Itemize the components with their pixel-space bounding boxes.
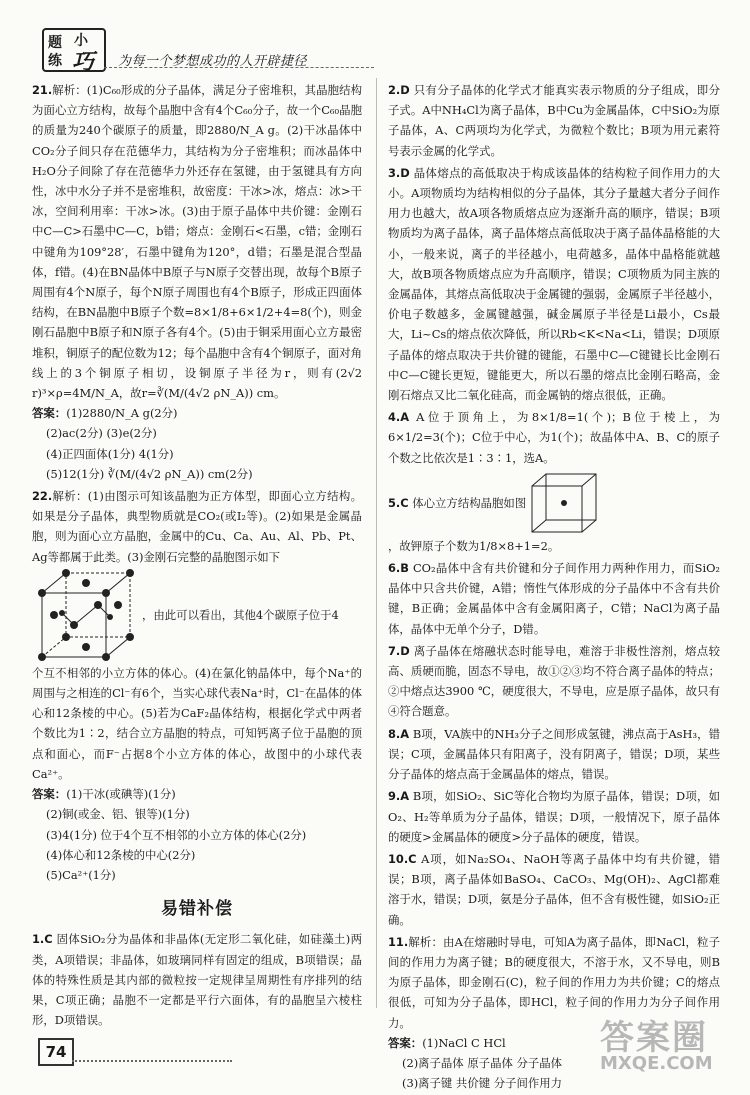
answer-label: 答案：: [32, 406, 67, 421]
answer-item-7: [388, 641, 720, 722]
answer-item-b1: [32, 929, 362, 1030]
answer-label: 答案：: [388, 1035, 423, 1050]
explanation-text: A位于顶角上，为8×1/8=1(个)；B位于棱上，为6×1/2=3(个)；C位于中心，为1(个)；故晶体中A、B、C的原子个数之比依次是1∶3∶1，选A。: [388, 410, 720, 465]
answer-line: (1)2880/N_A g(2分): [66, 406, 178, 421]
bcc-figure-row: [388, 470, 720, 536]
item-number: 6.B: [388, 561, 409, 576]
answer-line: (3)离子键 共价键 分子间作用力: [402, 1076, 563, 1091]
item-number: 22.: [32, 489, 53, 504]
item-number: 21.: [32, 83, 53, 97]
section-title: 易错补偿: [161, 899, 233, 920]
answer-item-2: [388, 80, 720, 161]
answer-line: (5)12(1分) ∛(M/(4√2 ρN_A)) cm(2分): [46, 466, 253, 481]
answer-item-10: [388, 849, 720, 930]
bcc-unit-cell-diagram: [526, 470, 602, 536]
item-number: 1.C: [32, 932, 53, 947]
explanation-text: 解析：由A在熔融时导电，可知A为离子晶体，即NaCl，粒子间的作用力为离子键；B的硬度很大，不溶于水，又不导电，则B为原子晶体，即金刚石(C)，粒子间的作用力为共价键；C的熔点很低，可知为分子晶体，即HCl，粒子间的作用力为分子间作用力。: [388, 934, 720, 1030]
explanation-text: 解析：(1)C₆₀形成的分子晶体，满足分子密堆积，其晶胞结构为面心立方结构，故每个晶胞中含有4个C₆₀分子，故一个C₆₀晶胞的质量为240个碳原子的质量，即2880/N_A g。(2)干冰晶体中CO₂分子间只存在范德华力，其结构为分子密堆积；而冰晶体中H₂O分子间除了存在范德华力外还存在氢键，由于氢键具有方向性，冰中水分子并不是密堆积，故密度：干冰>冰，熔点：冰>干冰，空间利用率：干冰>冰。(3)由于原子晶体中共价键：金刚石中C—C>石墨中C—C，b错；熔点：金刚石<石墨，c错；金刚石中键角为109°28′，石墨中键角为120°，d错；石墨是混合型晶体，f错。(4)在BN晶体中B原子与N原子交替出现，故每个B原子周围有4个N原子，每个N原子周围也有4个B原子，形成正四面体结构，在BN晶胞中B原子个数=8×1/8+6×1/2+4=8(个)，则金刚石晶胞中B原子和N原子各有4个。(5)由于铜采用面心立方最密堆积，铜原子的配位数为12；每个晶胞中含有4个铜原子，面对角线上的3个铜原子相切，设铜原子半径为r，则有(2√2 r)³×ρ=4M/N_A，故r=∛(M/(4√2 ρN_A)) cm。: [32, 83, 362, 401]
logo-char-qiao: 巧: [72, 50, 95, 75]
explanation-text: 只有分子晶体的化学式才能真实表示物质的分子组成，即分子式。A中NH₄Cl为离子晶体，B中Cu为金属晶体，C中SiO₂为原子晶体，A、C两项均为化学式，为微粒个数比；B项为用元素符号表示金属的化学式。: [388, 83, 720, 158]
answer-label: 答案：: [32, 787, 67, 802]
answer-item-9: [388, 786, 720, 847]
answer-item-21: [32, 80, 362, 484]
answer-line: (2)ac(2分) (3)e(2分): [46, 426, 157, 441]
answer-line: (1)干冰(或碘等)(1分): [66, 787, 176, 802]
answer-item-8: [388, 724, 720, 785]
item-number: 9.A: [388, 789, 410, 804]
answer-item-3: [388, 163, 720, 405]
diamond-cell-figure-row: [32, 567, 362, 663]
explanation-text: B项，如SiO₂、SiC等化合物均为原子晶体，错误；D项，如O₂、H₂等单质为分子晶体，错误；D项，一般情况下，原子晶体的硬度>金属晶体的硬度>分子晶体的硬度，错误。: [388, 789, 720, 844]
logo-char-lian: 练: [48, 53, 62, 69]
watermark-line1: 答案圈: [600, 1018, 708, 1058]
explanation-text: CO₂晶体中含有共价键和分子间作用力两种作用力，而SiO₂晶体中只含共价键，A错；惰性气体形成的分子晶体中不含有共价键，B正确；金属晶体中含有金属阳离子，C错；NaCl为离子晶体，晶体中无单个分子，D错。: [388, 561, 720, 636]
answer-line: (3)4(1分) 位于4个互不相邻的小立方体的体心(2分): [46, 827, 307, 842]
header-slogan: 为每一个梦想成功的人开辟捷径: [118, 54, 308, 69]
page-number: 74: [38, 1038, 74, 1066]
item-number: 5.C: [388, 495, 409, 510]
answer-item-22: [32, 486, 362, 885]
explanation-text: B项，VA族中的NH₃分子之间形成氢键，沸点高于AsH₃，错误；C项，金属晶体只有阳离子，没有阴离子，错误；D项，某些分子晶体的熔点高于金属晶体的熔点，错误。: [388, 726, 721, 782]
item-5-lead: [388, 493, 526, 513]
page-header: [0, 0, 750, 75]
diamond-unit-cell-diagram: [32, 567, 142, 663]
logo-char-ti: 题: [48, 35, 62, 51]
explanation-text: ，故钾原子个数为1/8×8+1=2。: [388, 538, 560, 553]
answer-line: (2)离子晶体 原子晶体 分子晶体: [402, 1055, 563, 1070]
answer-line: (4)体心和12条棱的中心(2分): [46, 847, 196, 862]
answer-line: (1)NaCl C HCl: [422, 1035, 506, 1050]
explanation-text: 晶体熔点的高低取决于构成该晶体的结构粒子间作用力的大小。A项物质均为结构相似的分子晶体，其分子量越大者分子间作用力也越大，故A项各物质熔点应为逐渐升高的顺序，错误；B项物质均为离子晶体，离子晶体熔点高低取决于离子晶体晶格能的大小，一般来说，离子的半径越小，电荷越多，晶体中晶格能就越大，故B项各物质熔点应为升高顺序，错误；C项物质为同主族的金属晶体，其熔点高低取决于金属键的强弱，金属原子半径越小，价电子数越多，金属键越强，碱金属原子半径是Li最小，Cs最大，Li~Cs的熔点依次降低，所以Rb<K<Na<Li，错误；D项原子晶体的熔点取决于共价键的键能，石墨中C—C键键长比金刚石中C—C键长更短，键能更大，所以石墨的熔点比金刚石略高，金刚石熔点又比二氧化硅高，而金属钠的熔点很低，正确。: [388, 165, 720, 403]
column-divider: [376, 78, 377, 1008]
answer-item-5: [388, 470, 720, 556]
brand-logo: [42, 28, 106, 75]
item-number: 10.C: [388, 851, 417, 866]
explanation-text: 离子晶体在熔融状态时能导电，难溶于非极性溶剂，熔点较高、质硬而脆，固态不导电，故①②③均不符合离子晶体的特点；②中熔点达3900 ℃，硬度很大，不导电，应是原子晶体，故只有④符合题意。: [388, 643, 720, 719]
explanation-text: 个互不相邻的小立方体的体心。(4)在氯化钠晶体中，每个Na⁺的周围与之相连的Cl⁻有6个，当实心球代表Na⁺时，Cl⁻在晶体的体心和12条棱的中心。(5)若为CaF₂晶体结构，根据化学式中两者个数比为1∶2，结合立方晶胞的特点，可知钙离子位于晶胞的顶点和面心，而F⁻占据8个小立方体的体心，故图中的小球代表Ca²⁺。: [32, 665, 362, 781]
item-number: 7.D: [388, 643, 410, 658]
watermark-line2: MXQE.COM: [600, 1053, 713, 1074]
answer-line: (4)正四面体(1分) 4(1分): [46, 446, 174, 461]
item-number: 8.A: [388, 726, 410, 741]
answer-item-4: [388, 407, 720, 468]
answer-line: (5)Ca²⁺(1分): [46, 867, 116, 882]
explanation-text: A项，如Na₂SO₄、NaOH等离子晶体中均有共价键，错误；B项，离子晶体如BaSO₄、CaCO₃、Mg(OH)₂、AgCl都难溶于水，错误；D项，氨是分子晶体，但不含有极性键，如SiO₂正确。: [388, 851, 721, 927]
site-watermark: [600, 1010, 740, 1080]
footer-rule: [72, 1060, 232, 1062]
logo-char-xiao: 小: [74, 33, 88, 49]
item-number: 11.: [388, 934, 409, 949]
answer-line: (2)铜(或金、铝、银等)(1分): [46, 807, 190, 822]
explanation-text: 解析：(1)由图示可知该晶胞为正方体型，即面心立方结构。如果是分子晶体，典型物质就是CO₂(或I₂等)。(2)如果是金属晶胞，则为面心立方晶胞，金属中的Cu、Ca、Au、Al、Pb、Pt、Ag等都属于此类。(3)金刚石完整的晶胞图示如下: [32, 489, 362, 564]
explanation-text: 固体SiO₂分为晶体和非晶体(无定形二氧化硅，如硅藻土)两类，A项错误；非晶体，如玻璃同样有固定的组成，B项错误；晶体的特殊性质是其内部的微粒按一定规律呈周期性有序排列的结果，C项正确；晶胞不一定都是平行六面体，有的晶胞呈六棱柱形，D项错误。: [32, 932, 362, 1028]
figure-caption: ，由此可以看出，其他4个碳原子位于4: [142, 607, 339, 622]
left-column: [32, 80, 362, 1032]
item-number: 3.D: [388, 165, 410, 180]
item-number: 4.A: [388, 410, 410, 425]
right-column: [388, 80, 720, 1095]
header-rule: [104, 67, 374, 68]
answer-item-6: [388, 558, 720, 639]
item-number: 2.D: [388, 83, 410, 97]
explanation-text: 体心立方结构晶胞如图: [412, 495, 527, 510]
